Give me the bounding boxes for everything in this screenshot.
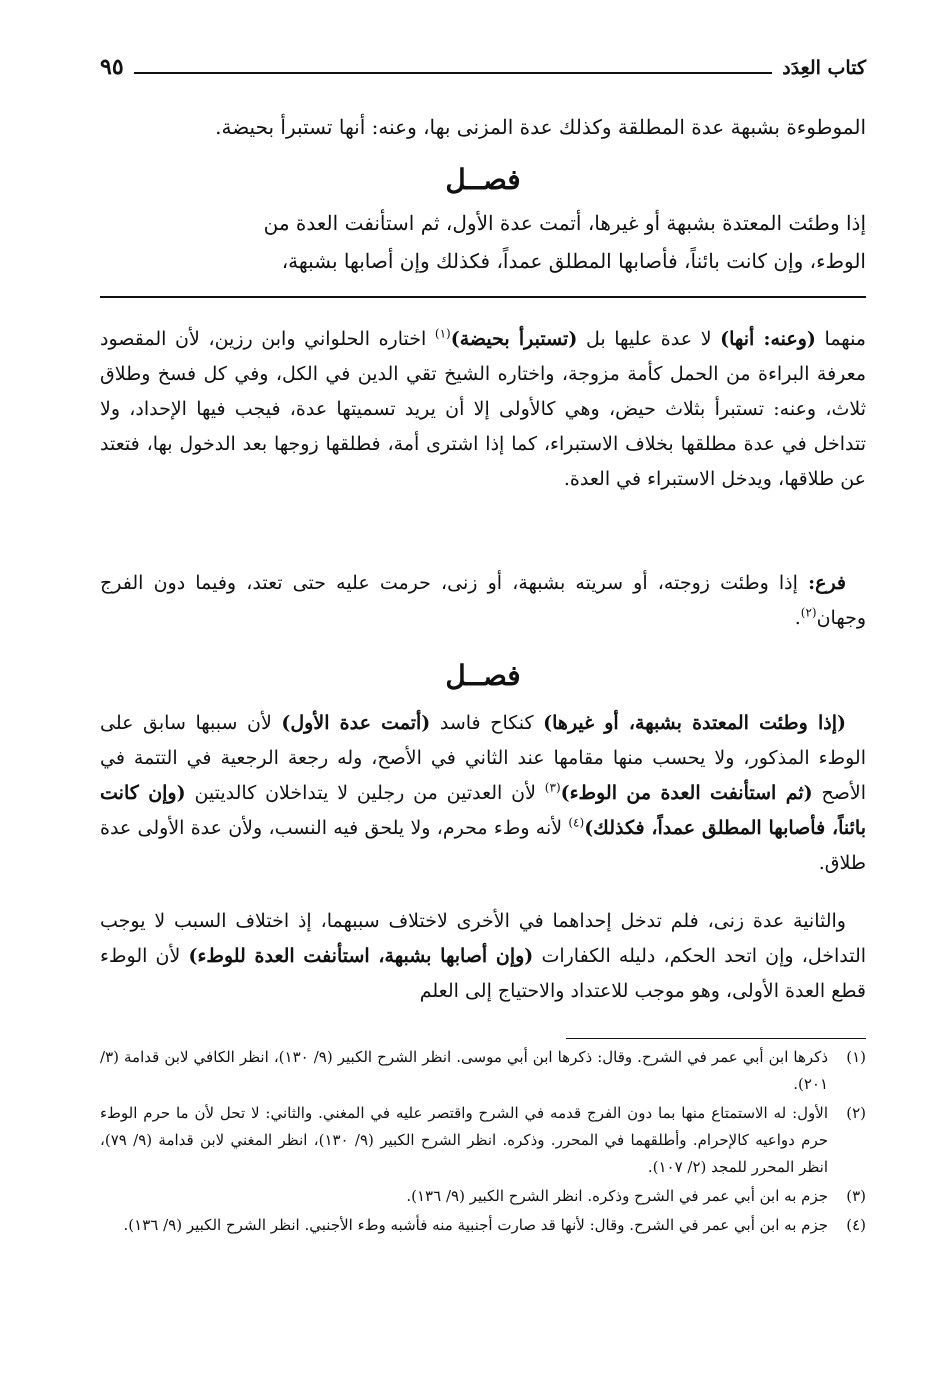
footnote-text: الأول: له الاستمتاع منها بما دون الفرج قدمه في الشرح واقتصر عليه في المغني. والثاني: لا تحل لأن ما حرم الوطء حرم دواعيه كالإحرام. وأطلقهما في المحرر. وذكره. انظر الشرح الكبير (٩/ ١٣٠)، انظر المغني لابن قدامة (٩/ ٧٩)، انظر المحرر للمجد (٢/ ١٠٧). (100, 1104, 828, 1176)
sharh-paragraph-1 (100, 322, 866, 497)
footnote-ref[interactable]: (٣) (544, 780, 561, 795)
sharh-text: لأن سببها سابق على الوطء المذكور، ولا يحسب منها مقامها عند الثاني في الأصح، وله رجعة الرجعية في التتمة في الأصح (100, 712, 867, 804)
far-text: إذا وطئت زوجته، أو سريته بشبهة، أو زنى، حرمت عليه حتى تعتد، وفيما دون الفرج وجهان (100, 572, 866, 629)
footnote-item (100, 1044, 866, 1098)
quoted-matn: (أتمت عدة الأول) (281, 712, 431, 734)
sharh-text: لأن الوطء قطع العدة الأولى، وهو موجب للاعتداد والاحتياج إلى العلم (100, 945, 866, 1002)
footnotes (100, 1044, 866, 1241)
page-header (100, 42, 866, 78)
far-paragraph (100, 566, 866, 636)
chapter-title: كتاب العِدَد (782, 57, 866, 79)
sharh-text: منهما (824, 328, 866, 350)
footnote-ref[interactable]: (٤) (568, 815, 585, 830)
quoted-matn: (إذا وطئت المعتدة بشبهة، أو غيرها) (543, 712, 846, 734)
quoted-matn: (ثم استأنفت العدة من الوطء) (560, 782, 813, 804)
footnote-item (100, 1100, 866, 1181)
footnote-item (100, 1212, 866, 1239)
header-rule (134, 72, 773, 74)
section-heading-matn: فصــل (445, 163, 521, 196)
matn-paragraph-2 (100, 204, 866, 280)
sharh-text: اختاره الحلواني وابن رزين، لأن المقصود معرفة البراءة من الحمل كأمة مزوجة، واختاره الشيخ تقي الدين في الكل، وفي كل فسخ وطلاق ثلاث، وعنه: تستبرأ بثلاث حيض، وهي كالأولى إلا أن يريد تسميتها عدة، فيجب فيها الإحداد، ولا تتداخل في عدة مطلقها بخلاف الاستبراء، كما إذا اشترى أمة، فطلقها زوجها بعد الدخول بها، فتعتد عن طلاقها، ويدخل الاستبراء في العدة. (100, 328, 866, 490)
sharh-text: لا عدة عليها بل (585, 328, 712, 350)
footnote-text: جزم به ابن أبي عمر في الشرح. وقال: لأنها قد صارت أجنبية منه فأشبه وطء الأجنبي. انظر الشرح الكبير (٩/ ١٣٦). (123, 1216, 828, 1234)
section-heading-sharh: فصــل (445, 659, 521, 692)
sharh-paragraph-3 (100, 904, 866, 1009)
matn-paragraph-1: الموطوءة بشبهة عدة المطلقة وكذلك عدة المزنى بها، وعنه: أنها تستبرأ بحيضة. (215, 115, 866, 139)
quoted-matn: (وعنه: أنها) (720, 328, 816, 350)
footnote-ref[interactable]: (١) (434, 326, 451, 341)
matn-sharh-separator (100, 296, 866, 298)
footnote-text: جزم به ابن أبي عمر في الشرح وذكره. انظر الشرح الكبير (٩/ ١٣٦). (406, 1187, 828, 1205)
footnote-ref[interactable]: (٢) (800, 605, 817, 620)
footnote-number: (٤) (846, 1216, 866, 1234)
quoted-matn: (تستبرأ بحيضة) (450, 328, 578, 350)
footnote-number: (٢) (846, 1104, 866, 1122)
footnote-text: ذكرها ابن أبي عمر في الشرح. وقال: ذكرها ابن أبي موسى. انظر الشرح الكبير (٩/ ١٣٠)، انظر الكافي لابن قدامة (٣/ ٢٠١). (100, 1048, 828, 1093)
far-label: فرع: (808, 572, 847, 594)
sharh-text: كنكاح فاسد (439, 712, 534, 734)
quoted-matn: (وإن كانت بائناً، فأصابها المطلق عمداً، فكذلك) (100, 782, 867, 839)
sharh-paragraph-2 (100, 706, 866, 881)
quoted-matn: (وإن أصابها بشبهة، استأنفت العدة للوطء) (188, 945, 534, 967)
matn-line: الوطء، وإن كانت بائناً، فأصابها المطلق عمداً، فكذلك وإن أصابها بشبهة، (281, 249, 866, 273)
page-number: ٩٥ (100, 54, 124, 80)
matn-line: إذا وطئت المعتدة بشبهة أو غيرها، أتمت عدة الأول، ثم استأنفت العدة من (263, 211, 866, 235)
footnote-number: (١) (846, 1048, 866, 1066)
sharh-text: والثانية عدة زنى، فلم تدخل إحداهما في الأخرى لاختلاف سببهما، إذ اختلاف السبب لا يوجب التداخل، وإن اتحد الحكم، دليله الكفارات (100, 910, 867, 967)
footnote-item (100, 1183, 866, 1210)
sharh-text: لأن العدتين من رجلين لا يتداخلان كالديتين (194, 782, 536, 804)
footnote-number: (٣) (846, 1187, 866, 1205)
sharh-text: لأنه وطء محرم، ولا يلحق فيه النسب، ولأن عدة الأولى عدة طلاق. (100, 817, 866, 874)
footnote-separator (566, 1038, 866, 1039)
far-end: . (794, 607, 801, 629)
